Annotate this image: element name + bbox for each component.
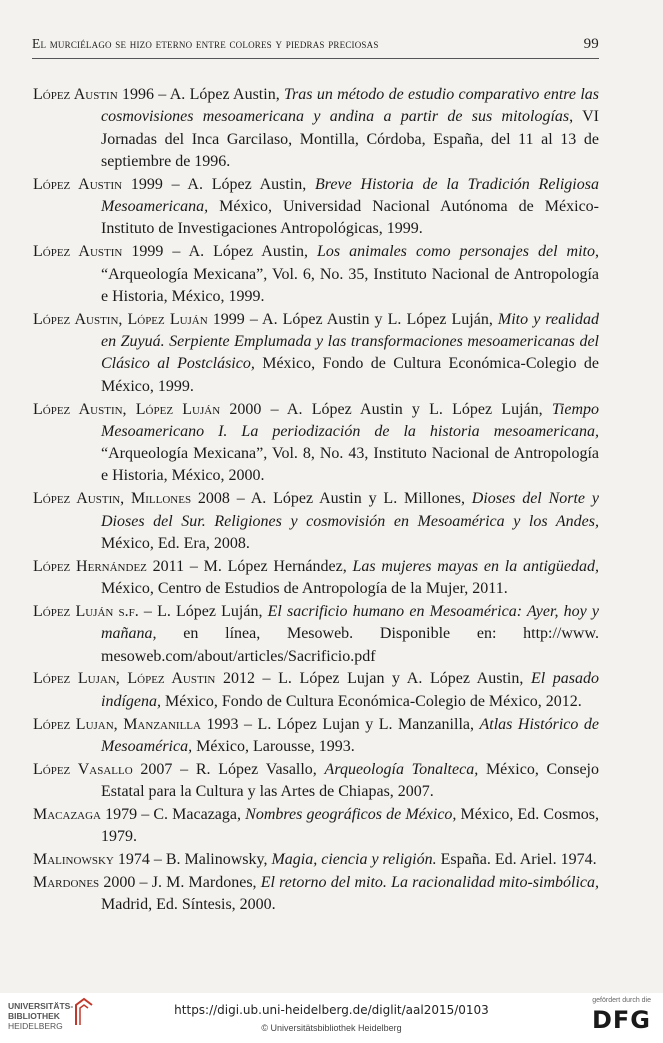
running-header [32, 36, 599, 53]
reference-title: Breve Historia de la Tradición Religiosa Mesoamericana, [101, 175, 599, 216]
funder-note: gefördert durch die [592, 997, 651, 1004]
reference-entry [33, 174, 599, 241]
reference-text: 2000 – A. López Austin y L. López Luján, [220, 400, 552, 418]
reference-text: España. Ed. Ariel. 1974. [436, 851, 597, 869]
reference-author: López Austin [33, 243, 123, 261]
reference-text: 1999 – A. López Austin, [122, 175, 315, 193]
reference-text: “Arqueología Mexicana”, Vol. 8, No. 43, Instituto Nacional de Antropología e Historia, México, 2000. [101, 445, 599, 485]
reference-text: en línea, Mesoweb. Disponible en: http://www. mesoweb.com/about/articles/Sacrificio.pdf [101, 625, 599, 665]
bibliography-list [33, 84, 599, 917]
reference-entry [33, 804, 599, 849]
reference-text: 1999 – A. López Austin, [122, 243, 317, 261]
reference-entry [33, 556, 599, 601]
reference-text: México, Larousse, 1993. [192, 737, 355, 755]
footer-bar [0, 993, 663, 1043]
reference-author: López Hernández [33, 557, 147, 575]
library-line-3: HEIDELBERG [8, 1021, 63, 1031]
dfg-logo: DFG [591, 1006, 651, 1034]
reference-author: López Luján s.f. [33, 602, 139, 620]
reference-text: México, Ed. Era, 2008. [101, 534, 250, 552]
reference-entry [33, 872, 599, 917]
reference-entry [33, 399, 599, 488]
reference-entry [33, 241, 599, 308]
reference-entry [33, 601, 599, 668]
reference-title: Tras un método de estudio comparativo entre las cosmovisiones mesoamericana y andina a partir de sus mitologías [101, 86, 599, 126]
reference-title: Dioses del Norte y Dioses del Sur. Religiones y cosmovisión en Mesoamérica y los Andes, [101, 490, 599, 530]
reference-title: Las mujeres mayas en la antigüedad, [352, 557, 599, 575]
reference-text: 2000 – J. M. Mardones, [99, 874, 261, 892]
reference-text: 2011 – M. López Hernández, [146, 557, 353, 575]
reference-title: Nombres geográficos de México, [245, 806, 457, 824]
reference-text: Madrid, Ed. Síntesis, 2000. [101, 896, 276, 914]
reference-author: Mardones [33, 874, 100, 892]
reference-author: López Austin [33, 175, 123, 193]
reference-entry [33, 849, 599, 871]
reference-author: López Austin, López Luján [33, 400, 221, 418]
reference-title: Magia, ciencia y religión. [271, 851, 437, 869]
running-title: El murciélago se hizo eterno entre colores y piedras preciosas [32, 36, 379, 51]
reference-text: México, Consejo Estatal para la Cultura y las Artes de Chiapas, 2007. [101, 760, 599, 801]
reference-title: El retorno del mito. La racionalidad mito-simbólica, [260, 874, 600, 892]
reference-text: , “Arqueología Mexicana”, Vol. 6, No. 35, Instituto Nacional de Antropología e Historia, México, 1999. [101, 243, 600, 305]
header-rule [32, 58, 599, 59]
reference-author: López Vasallo [33, 760, 133, 778]
reference-text: México, Centro de Estudios de Antropología de la Mujer, 2011. [101, 580, 508, 598]
reference-entry [33, 84, 599, 173]
reference-entry [33, 714, 599, 759]
reference-entry [33, 309, 599, 398]
reference-title: El pasado indígena, [101, 670, 599, 710]
reference-author: López Lujan, Manzanilla [33, 715, 201, 733]
reference-text: México, Ed. Cosmos, 1979. [101, 806, 600, 846]
reference-author: Malinowsky [33, 851, 114, 869]
reference-title: Mito y realidad en Zuyuá. Serpiente Emplumada y las transformaciones mesoamericanas del Clásico al Postclásico, [101, 310, 599, 373]
reference-text: 1999 – A. López Austin y L. López Luján, [207, 310, 498, 328]
reference-text: México, Universidad Nacional Autónoma de México-Instituto de Investigaciones Antropológicas, 1999. [101, 198, 599, 238]
reference-text: México, Fondo de Cultura Económica-Colegio de México, 2012. [161, 692, 582, 710]
reference-text: 2007 – R. López Vasallo, [132, 760, 325, 778]
reference-title: Arqueología Tonalteca, [324, 760, 479, 778]
reference-text: México, Fondo de Cultura Económica-Colegio de México, 1999. [101, 355, 599, 395]
reference-author: López Austin, Millones [33, 490, 192, 508]
reference-entry [33, 488, 599, 555]
reference-text: – L. López Luján, [138, 602, 268, 620]
reference-author: López Lujan, López Austin [33, 670, 216, 688]
reference-entry [33, 759, 599, 804]
page-number: 99 [583, 36, 599, 52]
reference-text: , VI Jornadas del Inca Garcilaso, Montilla, Córdoba, España, del 11 al 13 de septiembre de 1996. [101, 108, 600, 170]
reference-text: 1979 – C. Macazaga, [101, 806, 246, 824]
reference-title: Tiempo Mesoamericano I. La periodización de la historia mesoamericana, [101, 400, 599, 440]
reference-title: Los animales como personajes del mito [316, 243, 596, 261]
reference-text: 1993 – L. López Lujan y L. Manzanilla, [200, 715, 480, 733]
library-line-1: UNIVERSITÄTS- [8, 1001, 74, 1011]
reference-title: El sacrificio humano en Mesoamérica: Ayer, hoy y mañana, [101, 602, 599, 643]
reference-author: Macazaga [33, 806, 102, 824]
source-url-link[interactable]: https://digi.ub.uni-heidelberg.de/diglit/aal2015/0103 [174, 1003, 489, 1017]
reference-entry [33, 668, 599, 713]
reference-text: 2008 – A. López Austin y L. Millones, [191, 490, 472, 508]
reference-text: 1974 – B. Malinowsky, [113, 851, 272, 869]
reference-text: 1996 – A. López Austin, [117, 86, 285, 103]
reference-author: López Austin, López Luján [33, 310, 208, 328]
reference-author: López Austin [33, 86, 118, 103]
library-line-2: BIBLIOTHEK [8, 1011, 60, 1021]
copyright-notice: © Universitätsbibliothek Heidelberg [261, 1023, 402, 1033]
reference-title: Atlas Histórico de Mesoamérica, [101, 715, 600, 755]
reference-text: 2012 – L. López Lujan y A. López Austin, [215, 670, 531, 688]
